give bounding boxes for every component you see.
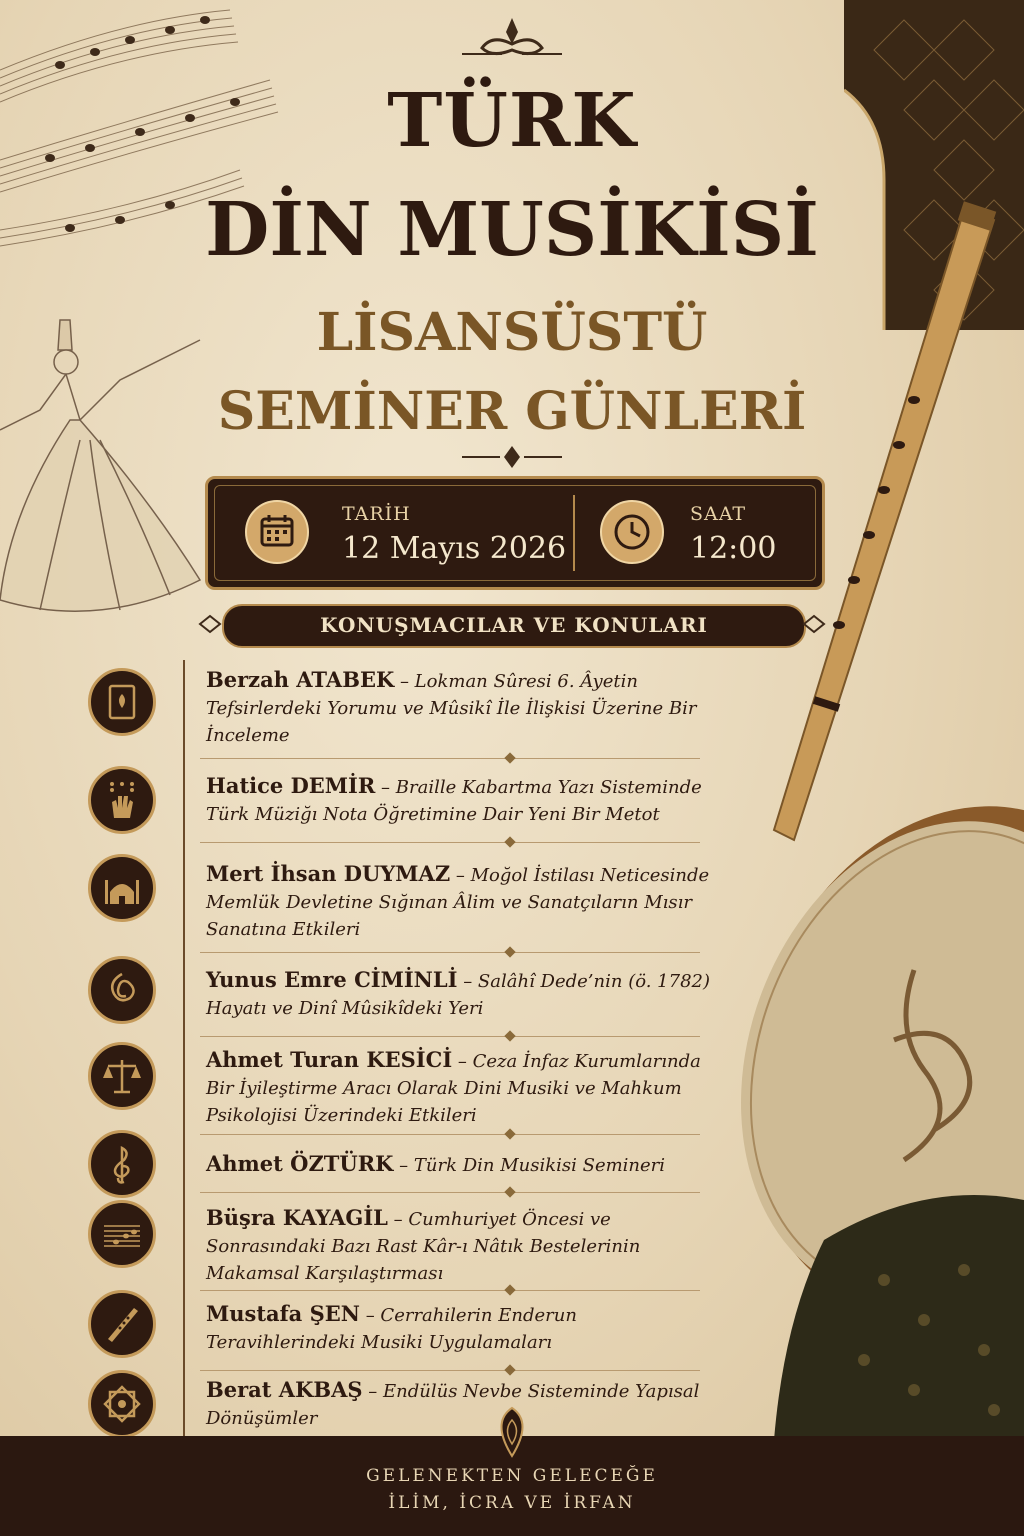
speaker-name: Mustafa ŞEN xyxy=(206,1301,360,1326)
info-divider xyxy=(573,495,575,571)
ney-flute-icon xyxy=(88,1290,156,1358)
mosque-icon xyxy=(88,854,156,922)
treble-clef-icon xyxy=(88,1130,156,1198)
speaker-name: Berat AKBAŞ xyxy=(206,1377,363,1402)
speaker-entry: Yunus Emre CİMİNLİ – Salâhî Dede’nin (ö. 1782) Hayatı ve Dinî Mûsikîdeki Yeri xyxy=(88,952,728,1032)
speaker-topic: Endülüs Nevbe Sisteminde Yapısal Dönüşümler xyxy=(206,1381,700,1429)
footer-motto-line-1: GELENEKTEN GELECEĞE xyxy=(366,1466,658,1486)
time-value: 12:00 xyxy=(690,531,777,566)
music-staff-icon xyxy=(88,1200,156,1268)
speaker-entry: Hatice DEMİR – Braille Kabartma Yazı Sisteminde Türk Müziğı Nota Öğretimine Dair Yeni Bir Metot xyxy=(88,762,728,842)
footer-motto-line-2: İLİM, İCRA VE İRFAN xyxy=(388,1493,636,1513)
speaker-entry: Büşra KAYAGİL – Cumhuriyet Öncesi ve Sonrasındaki Bazı Rast Kâr-ı Nâtık Bestelerinin Makamsal Karşılaştırması xyxy=(88,1196,728,1288)
speaker-entry: Berat AKBAŞ – Endülüs Nevbe Sisteminde Yapısal Dönüşümler xyxy=(88,1368,728,1436)
top-ornament xyxy=(462,14,562,66)
speaker-topic: Türk Din Musikisi Semineri xyxy=(413,1155,666,1176)
speaker-topic: Salâhî Dede’nin (ö. 1782) Hayatı ve Dinî Mûsikîdeki Yeri xyxy=(206,971,711,1019)
footer-ornament xyxy=(477,1404,547,1460)
speaker-name: Hatice DEMİR xyxy=(206,773,376,798)
title-line-1: TÜRK xyxy=(387,78,637,164)
subtitle-line-2: SEMİNER GÜNLERİ xyxy=(217,381,807,442)
date-time-bar xyxy=(205,476,825,590)
speaker-name: Ahmet Turan KESİCİ xyxy=(206,1047,453,1072)
middle-ornament xyxy=(462,442,562,472)
title-line-2: DİN MUSİKİSİ xyxy=(205,187,819,273)
separator xyxy=(200,1192,700,1193)
geometric-star-icon xyxy=(88,1370,156,1438)
banner-ornament-right xyxy=(802,612,826,636)
braille-hand-icon xyxy=(88,766,156,834)
speaker-name: Berzah ATABEK xyxy=(206,667,395,692)
speaker-name: Yunus Emre CİMİNLİ xyxy=(206,967,458,992)
speaker-entry: Ahmet Turan KESİCİ – Ceza İnfaz Kurumlarında Bir İyileştirme Aracı Olarak Dini Musiki ve Mahkum Psikolojisi Üzerindeki Etkileri xyxy=(88,1036,728,1136)
time-label: SAAT xyxy=(690,503,747,525)
date-label: TARİH xyxy=(342,503,411,525)
whirling-dervish-illustration xyxy=(0,310,230,640)
separator xyxy=(200,842,700,843)
speaker-entry: Ahmet ÖZTÜRK – Türk Din Musikisi Semineri xyxy=(88,1126,728,1192)
speaker-name: Büşra KAYAGİL xyxy=(206,1205,388,1230)
speaker-entry: Mert İhsan DUYMAZ – Moğol İstilası Neticesinde Memlük Devletine Sığınan Âlim ve Sanatçıların Mısır Sanatına Etkileri xyxy=(88,850,728,950)
speaker-topic: Cumhuriyet Öncesi ve Sonrasındaki Bazı Rast Kâr-ı Nâtık Bestelerinin Makamsal Karşılaştırması xyxy=(206,1209,641,1284)
speaker-entry: Berzah ATABEK – Lokman Sûresi 6. Âyetin Tefsirlerdeki Yorumu ve Mûsikî İle İlişkisi Üzerine Bir İnceleme xyxy=(88,660,728,756)
speaker-topic: Moğol İstilası Neticesinde Memlük Devletine Sığınan Âlim ve Sanatçıların Mısır Sanatına Etkileri xyxy=(206,865,710,940)
subtitle-line-1: LİSANSÜSTÜ xyxy=(316,302,708,363)
clock-icon xyxy=(600,500,664,564)
speakers-heading: KONUŞMACILAR VE KONULARI xyxy=(222,604,806,648)
speaker-name: Ahmet ÖZTÜRK xyxy=(206,1151,394,1176)
speaker-topic: Ceza İnfaz Kurumlarında Bir İyileştirme Aracı Olarak Dini Musiki ve Mahkum Psikolojisi Üzerindeki Etkileri xyxy=(206,1051,701,1126)
scales-icon xyxy=(88,1042,156,1110)
banner-ornament-left xyxy=(198,612,222,636)
book-icon xyxy=(88,668,156,736)
speaker-topic: Braille Kabartma Yazı Sisteminde Türk Müziğı Nota Öğretimine Dair Yeni Bir Metot xyxy=(206,777,702,825)
date-value: 12 Mayıs 2026 xyxy=(342,531,567,566)
speaker-topic: Lokman Sûresi 6. Âyetin Tefsirlerdeki Yorumu ve Mûsikî İle İlişkisi Üzerine Bir İnceleme xyxy=(206,671,697,746)
calendar-icon xyxy=(245,500,309,564)
speaker-topic: Cerrahilerin Enderun Teravihlerindeki Musiki Uygulamaları xyxy=(206,1305,577,1353)
speaker-entry: Mustafa ŞEN – Cerrahilerin Enderun Teravihlerindeki Musiki Uygulamaları xyxy=(88,1286,728,1366)
speaker-name: Mert İhsan DUYMAZ xyxy=(206,861,451,886)
separator xyxy=(200,758,700,759)
calligraphy-icon xyxy=(88,956,156,1024)
